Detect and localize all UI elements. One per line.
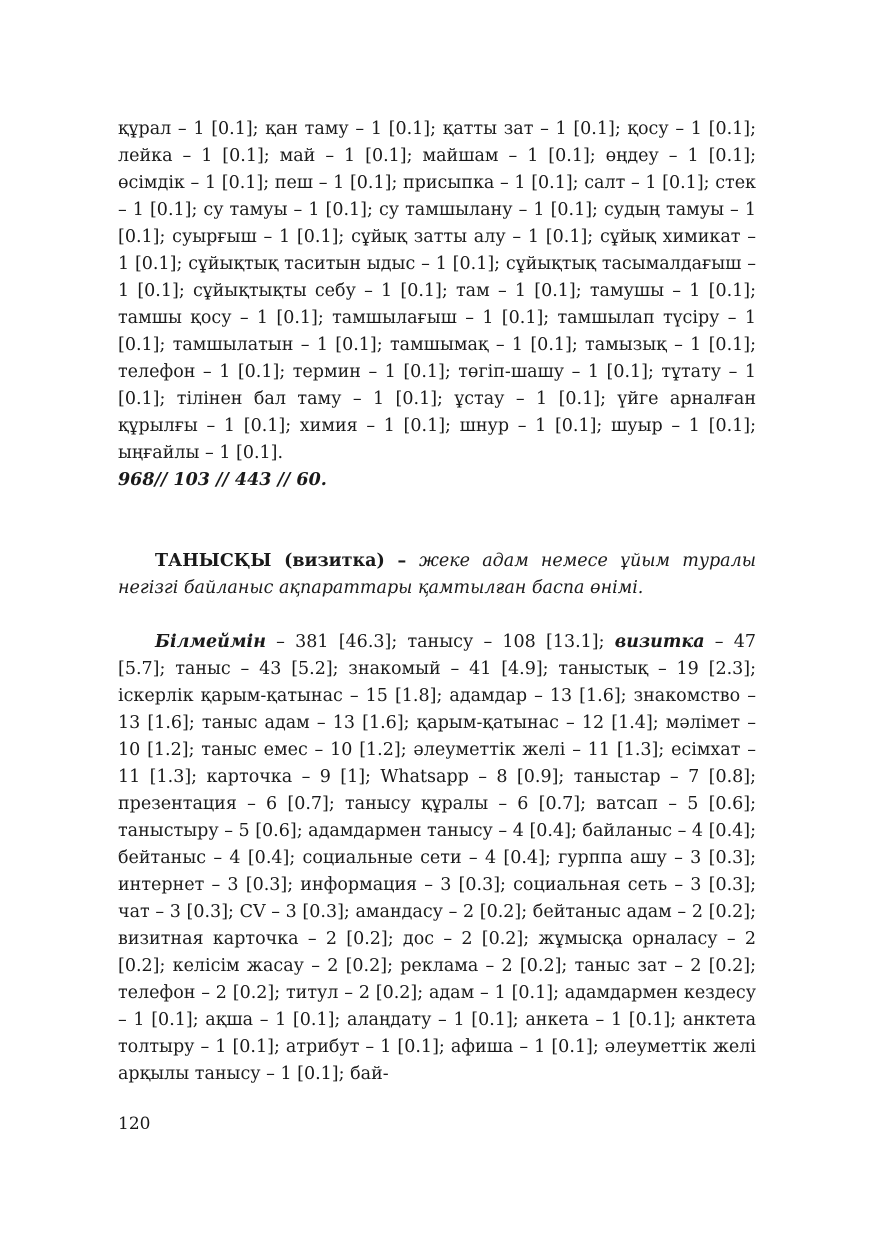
- previous-entry-text: құрал – 1 [0.1]; қан таму – 1 [0.1]; қатты зат – 1 [0.1]; қосу – 1 [0.1]; лейка – 1 [0.1]; май – 1 [0.1]; майшам – 1 [0.1]; өңдеу – 1 [0.1]; өсімдік – 1 [0.1]; пеш – 1 [0.1]; присыпка – 1 [0.1]; салт – 1 [0.1]; стек – 1 [0.1]; су тамуы – 1 [0.1]; су тамшылану – 1 [0.1]; судың тамуы – 1 [0.1]; суырғыш – 1 [0.1]; сұйық затты алу – 1 [0.1]; сұйық химикат – 1 [0.1]; сұйықтық таситын ыдыс – 1 [0.1]; сұйықтық тасымалдағыш – 1 [0.1]; сұйықтықты себу – 1 [0.1]; там – 1 [0.1]; тамушы – 1 [0.1]; тамшы қосу – 1 [0.1]; тамшылағыш – 1 [0.1]; тамшылап түсіру – 1 [0.1]; тамшылатын – 1 [0.1]; тамшымақ – 1 [0.1]; тамызық – 1 [0.1]; телефон – 1 [0.1]; термин – 1 [0.1]; төгіп-шашу – 1 [0.1]; тұтату – 1 [0.1]; тілінен бал таму – 1 [0.1]; ұстау – 1 [0.1]; үйге арналған құрылғы – 1 [0.1]; химия – 1 [0.1]; шнур – 1 [0.1]; шуыр – 1 [0.1]; ыңғайлы – 1 [0.1].: [118, 119, 756, 463]
- entry-headword: ТАНЫСҚЫ (визитка): [155, 551, 385, 571]
- entry-definition-text: жеке адам немесе ұйым туралы негізгі байланыс ақпараттары қамтылған баспа өнімі.: [118, 551, 757, 598]
- paragraph-gap: [118, 602, 756, 629]
- entry-definition: [118, 548, 756, 602]
- entry-dash: –: [384, 551, 419, 571]
- section-gap: [118, 494, 756, 548]
- previous-entry-stats: 968// 103 // 443 // 60.: [118, 470, 327, 490]
- previous-entry-responses: [118, 116, 756, 494]
- response-text-rest: – 47 [5.7]; таныс – 43 [5.2]; знакомый – 41 [4.9]; таныстық – 19 [2.3]; іскерлік қарым-қатынас – 15 [1.8]; адамдар – 13 [1.6]; знакомство – 13 [1.6]; таныс адам – 13 [1.6]; қарым-қатынас – 12 [1.4]; мәлімет – 10 [1.2]; таныс емес – 10 [1.2]; әлеуметтік желі – 11 [1.3]; есімхат – 11 [1.3]; карточка – 9 [1]; Whatsapp – 8 [0.9]; таныстар – 7 [0.8]; презентация – 6 [0.7]; танысу құралы – 6 [0.7]; ватсап – 5 [0.6]; таныстыру – 5 [0.6]; адамдармен танысу – 4 [0.4]; байланыс – 4 [0.4]; бейтаныс – 4 [0.4]; социальные сети – 4 [0.4]; гурппа ашу – 3 [0.3]; интернет – 3 [0.3]; информация – 3 [0.3]; социальная сеть – 3 [0.3]; чат – 3 [0.3]; CV – 3 [0.3]; амандасу – 2 [0.2]; бейтаныс адам – 2 [0.2]; визитная карточка – 2 [0.2]; дос – 2 [0.2]; жұмысқа орналасу – 2 [0.2]; келісім жасау – 2 [0.2]; реклама – 2 [0.2]; таныс зат – 2 [0.2]; телефон – 2 [0.2]; титул – 2 [0.2]; адам – 1 [0.1]; адамдармен кездесу – 1 [0.1]; ақша – 1 [0.1]; алаңдату – 1 [0.1]; анкета – 1 [0.1]; анктета толтыру – 1 [0.1]; атрибут – 1 [0.1]; афиша – 1 [0.1]; әлеуметтік желі арқылы танысу – 1 [0.1]; бай-: [118, 632, 756, 1084]
- page-number: 120: [118, 1114, 151, 1134]
- entry-responses: [118, 629, 756, 1088]
- response-dont-know: Білмеймін: [155, 632, 266, 652]
- document-page: [118, 116, 756, 1088]
- response-vizitka: визитка: [614, 632, 705, 652]
- response-text-1: – 381 [46.3]; танысу – 108 [13.1];: [265, 632, 615, 652]
